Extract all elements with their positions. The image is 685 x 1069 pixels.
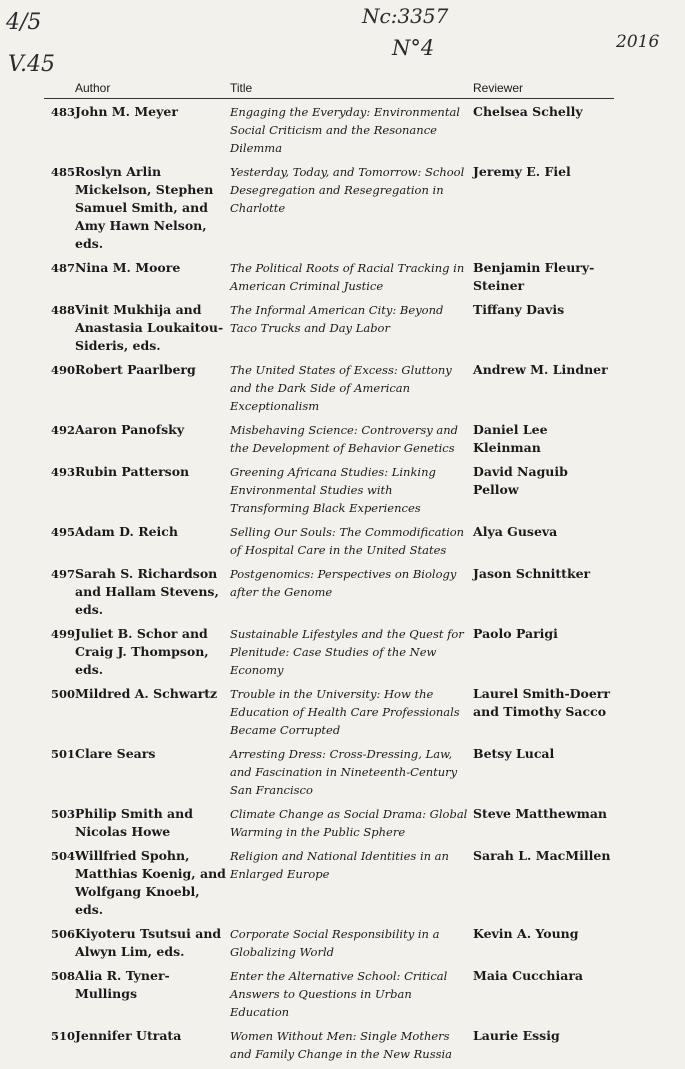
- reviewer-cell: Maia Cucchiara: [473, 967, 614, 1027]
- author-cell: Roslyn Arlin Mickelson, Stephen Samuel Smith, and Amy Hawn Nelson, eds.: [75, 163, 230, 259]
- author-cell: Adam D. Reich: [75, 523, 230, 565]
- page-number: 483: [44, 99, 75, 164]
- table-row: [44, 625, 614, 685]
- page-number: 506: [44, 925, 75, 967]
- author-cell: John M. Meyer: [75, 99, 230, 164]
- title-cell: The Informal American City: Beyond Taco Trucks and Day Labor: [230, 301, 473, 361]
- reviewer-cell: Jason Schnittker: [473, 565, 614, 625]
- table-row: [44, 565, 614, 625]
- reviewer-cell: Paolo Parigi: [473, 625, 614, 685]
- title-cell: The United States of Excess: Gluttony and the Dark Side of American Exceptionalism: [230, 361, 473, 421]
- page-number: 485: [44, 163, 75, 259]
- table-row: [44, 301, 614, 361]
- reviewer-cell: David Naguib Pellow: [473, 463, 614, 523]
- author-cell: Clare Sears: [75, 745, 230, 805]
- title-cell: Religion and National Identities in an Enlarged Europe: [230, 847, 473, 925]
- title-cell: Enter the Alternative School: Critical Answers to Questions in Urban Education: [230, 967, 473, 1027]
- table-row: [44, 967, 614, 1027]
- reviewer-cell: Steve Matthewman: [473, 805, 614, 847]
- author-cell: Alia R. Tyner-Mullings: [75, 967, 230, 1027]
- title-cell: Selling Our Souls: The Commodification of Hospital Care in the United States: [230, 523, 473, 565]
- author-cell: Sarah S. Richardson and Hallam Stevens, eds.: [75, 565, 230, 625]
- table-row: [44, 805, 614, 847]
- page-number: 497: [44, 565, 75, 625]
- reviewer-cell: Alya Guseva: [473, 523, 614, 565]
- title-cell: Corporate Social Responsibility in a Globalizing World: [230, 925, 473, 967]
- page-number: 487: [44, 259, 75, 301]
- author-cell: Kiyoteru Tsutsui and Alwyn Lim, eds.: [75, 925, 230, 967]
- table-row: [44, 163, 614, 259]
- reviewer-cell: Andrew M. Lindner: [473, 361, 614, 421]
- author-cell: Nina M. Moore: [75, 259, 230, 301]
- author-cell: Rubin Patterson: [75, 463, 230, 523]
- page-number: 508: [44, 967, 75, 1027]
- table-row: [44, 361, 614, 421]
- title-cell: The Political Roots of Racial Tracking in American Criminal Justice: [230, 259, 473, 301]
- reviewer-cell: Benjamin Fleury-Steiner: [473, 259, 614, 301]
- table-row: [44, 847, 614, 925]
- author-cell: Vinit Mukhija and Anastasia Loukaitou-Sideris, eds.: [75, 301, 230, 361]
- reviewer-cell: Kevin A. Young: [473, 925, 614, 967]
- reviewer-cell: Betsy Lucal: [473, 745, 614, 805]
- author-cell: Jennifer Utrata: [75, 1027, 230, 1069]
- title-cell: Greening Africana Studies: Linking Environmental Studies with Transforming Black Experiences: [230, 463, 473, 523]
- handwritten-year: 2016: [616, 32, 659, 52]
- author-cell: Juliet B. Schor and Craig J. Thompson, eds.: [75, 625, 230, 685]
- author-cell: Robert Paarlberg: [75, 361, 230, 421]
- page-number: 500: [44, 685, 75, 745]
- table-row: [44, 421, 614, 463]
- page-number: 490: [44, 361, 75, 421]
- title-cell: Misbehaving Science: Controversy and the Development of Behavior Genetics: [230, 421, 473, 463]
- title-cell: Trouble in the University: How the Education of Health Care Professionals Became Corrupted: [230, 685, 473, 745]
- reviewer-cell: Sarah L. MacMillen: [473, 847, 614, 925]
- table-row: [44, 1027, 614, 1069]
- reviewer-cell: Laurel Smith-Doerr and Timothy Sacco: [473, 685, 614, 745]
- table-body: [44, 99, 614, 1069]
- review-table: [44, 79, 614, 1069]
- title-cell: Women Without Men: Single Mothers and Family Change in the New Russia: [230, 1027, 473, 1069]
- handwritten-note: V.45: [8, 52, 55, 77]
- table-row: [44, 925, 614, 967]
- author-cell: Willfried Spohn, Matthias Koenig, and Wolfgang Knoebl, eds.: [75, 847, 230, 925]
- handwritten-note: 4/5: [6, 10, 41, 35]
- author-cell: Mildred A. Schwartz: [75, 685, 230, 745]
- title-cell: Sustainable Lifestyles and the Quest for Plenitude: Case Studies of the New Economy: [230, 625, 473, 685]
- table-row: [44, 99, 614, 164]
- handwritten-issue-number: N°4: [392, 36, 434, 60]
- author-column-header: Author: [75, 79, 230, 99]
- reviewer-cell: Jeremy E. Fiel: [473, 163, 614, 259]
- page-number: 503: [44, 805, 75, 847]
- header-row: [44, 79, 614, 99]
- page-number: 488: [44, 301, 75, 361]
- page-number: 504: [44, 847, 75, 925]
- handwritten-catalog-number: Nc:3357: [362, 4, 448, 28]
- title-cell: Yesterday, Today, and Tomorrow: School Desegregation and Resegregation in Charlotte: [230, 163, 473, 259]
- page-column-header: [44, 79, 75, 99]
- title-cell: Arresting Dress: Cross-Dressing, Law, and Fascination in Nineteenth-Century San Francisco: [230, 745, 473, 805]
- page-number: 495: [44, 523, 75, 565]
- reviewer-cell: Tiffany Davis: [473, 301, 614, 361]
- title-cell: Engaging the Everyday: Environmental Social Criticism and the Resonance Dilemma: [230, 99, 473, 164]
- page-number: 501: [44, 745, 75, 805]
- title-cell: Climate Change as Social Drama: Global Warming in the Public Sphere: [230, 805, 473, 847]
- page-number: 493: [44, 463, 75, 523]
- table-row: [44, 745, 614, 805]
- title-cell: Postgenomics: Perspectives on Biology after the Genome: [230, 565, 473, 625]
- reviewer-column-header: Reviewer: [473, 79, 614, 99]
- reviewer-cell: Laurie Essig: [473, 1027, 614, 1069]
- table-row: [44, 463, 614, 523]
- title-column-header: Title: [230, 79, 473, 99]
- page-number: 510: [44, 1027, 75, 1069]
- page-number: 492: [44, 421, 75, 463]
- reviewer-cell: Chelsea Schelly: [473, 99, 614, 164]
- table-row: [44, 259, 614, 301]
- reviewer-cell: Daniel Lee Kleinman: [473, 421, 614, 463]
- table-row: [44, 685, 614, 745]
- table-row: [44, 523, 614, 565]
- page-number: 499: [44, 625, 75, 685]
- author-cell: Philip Smith and Nicolas Howe: [75, 805, 230, 847]
- author-cell: Aaron Panofsky: [75, 421, 230, 463]
